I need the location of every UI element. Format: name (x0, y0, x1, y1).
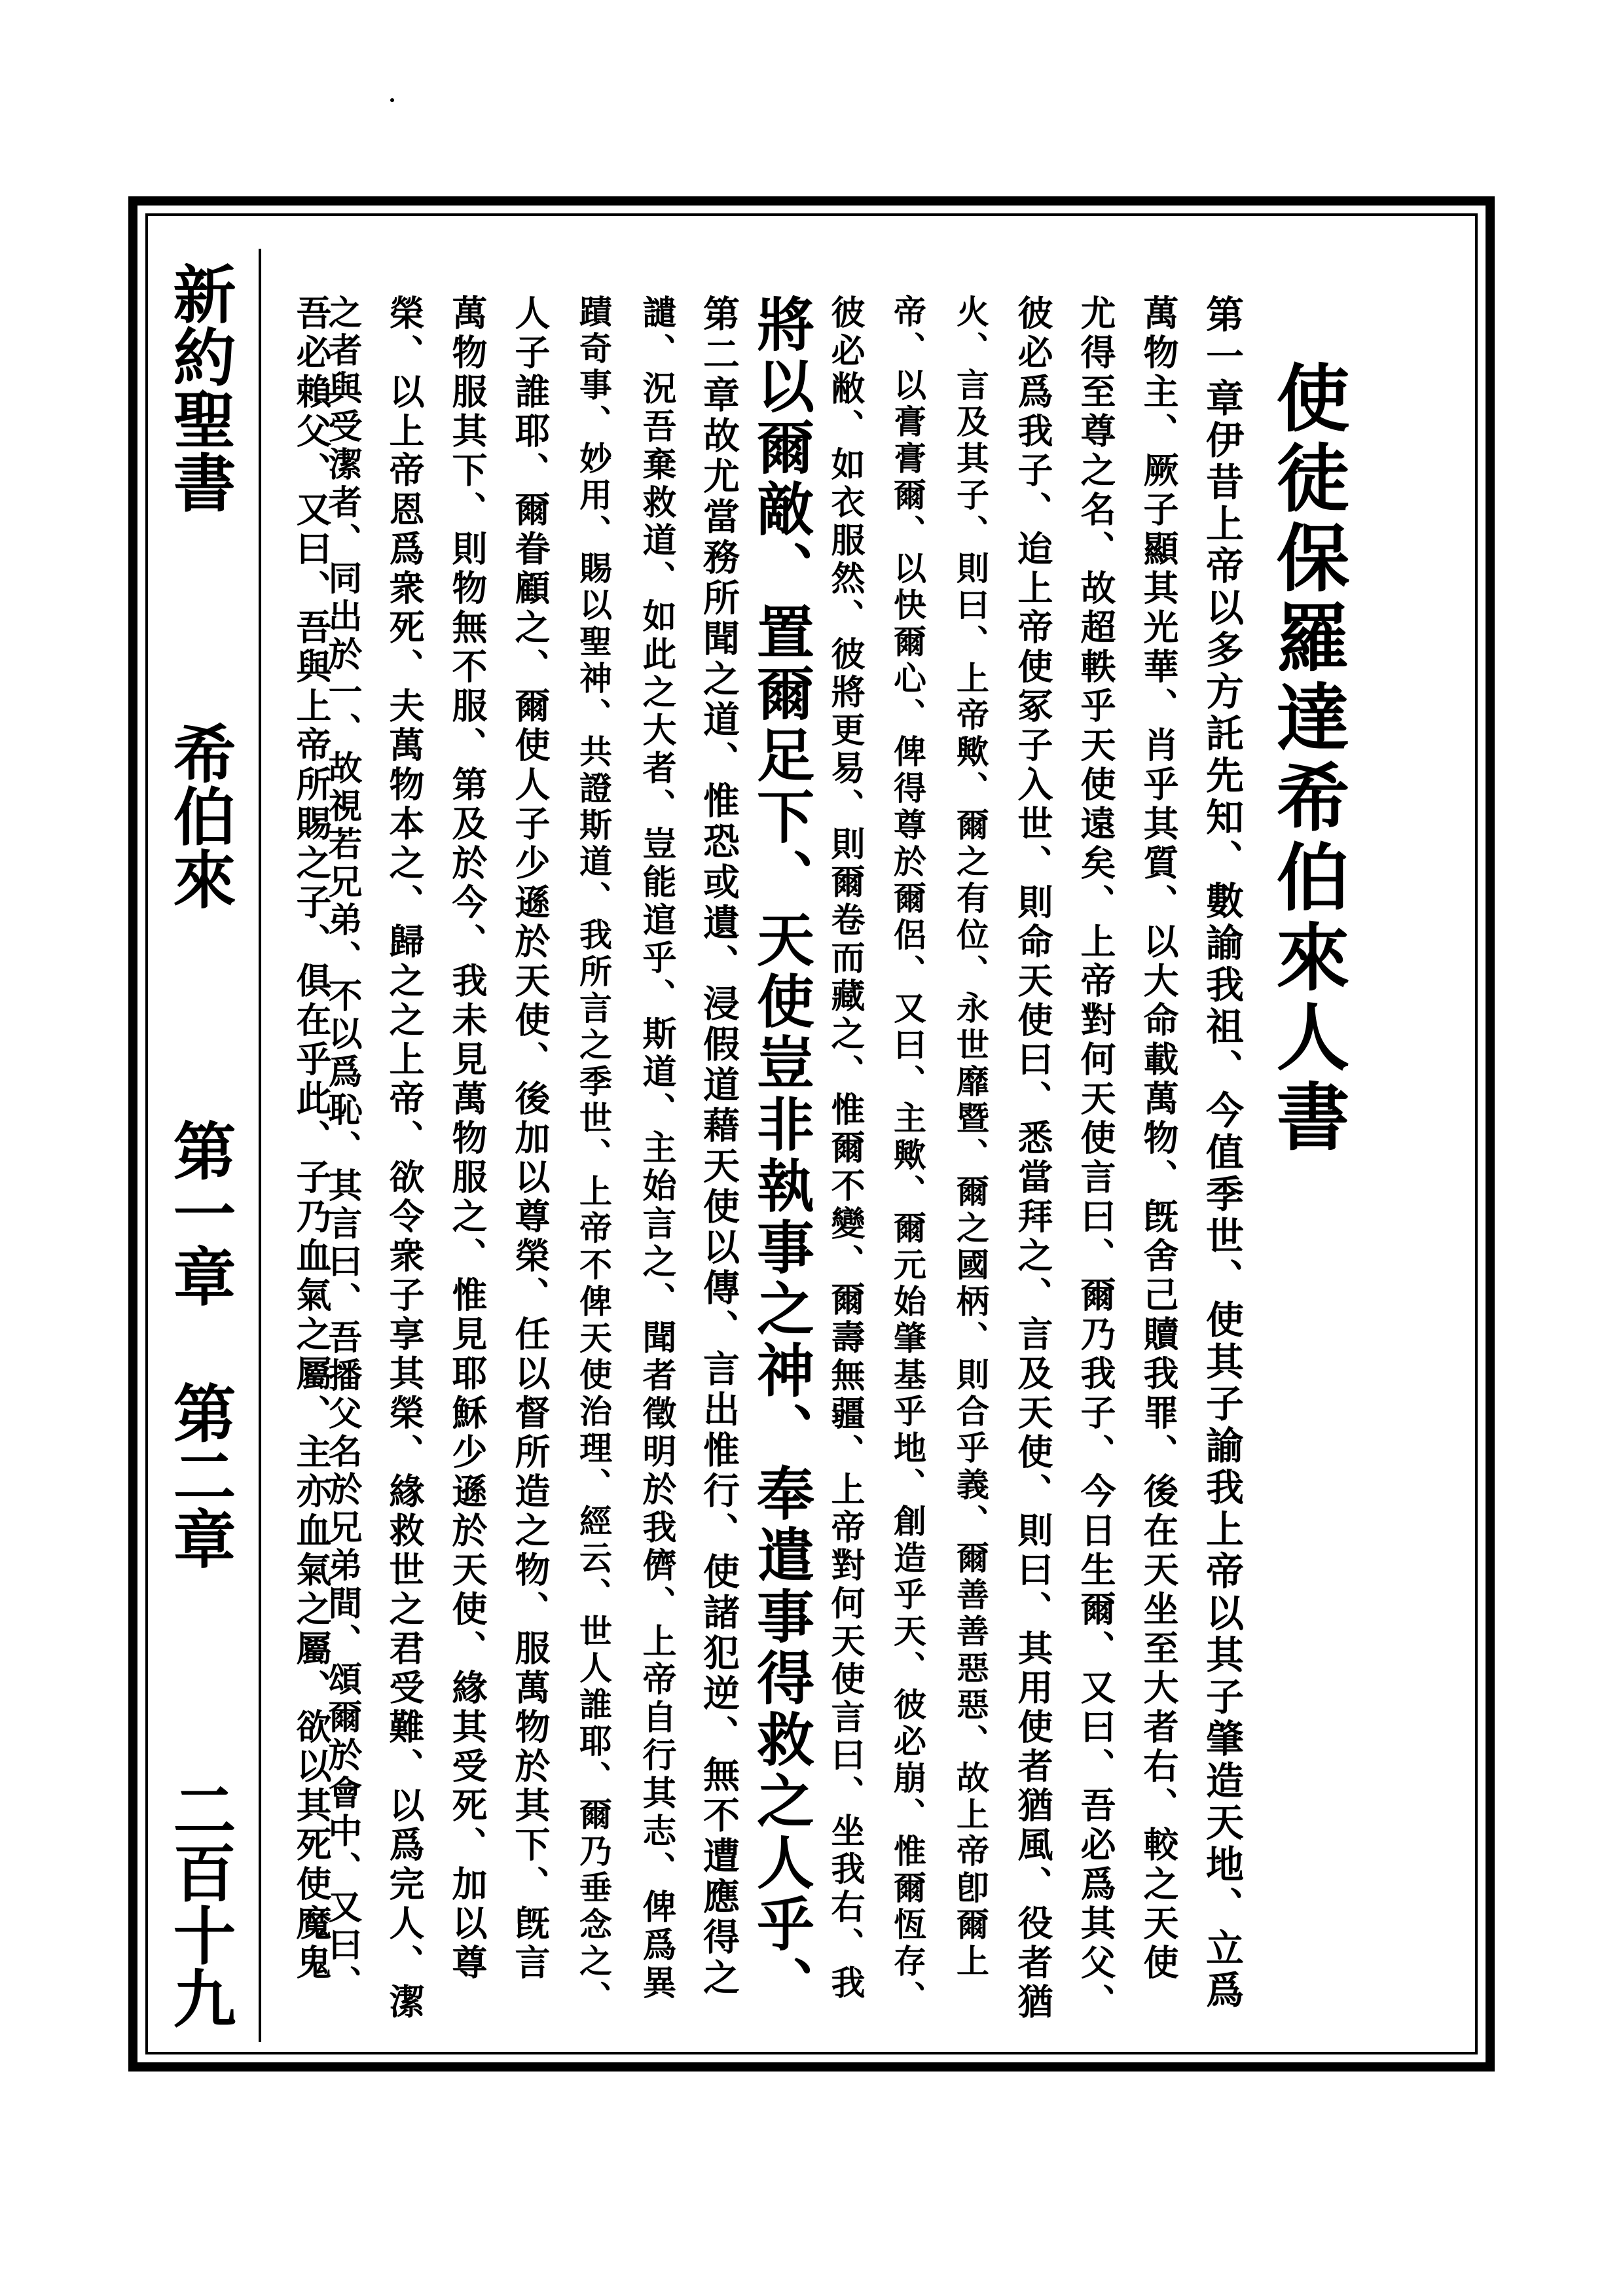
text-column-6: 帝、以膏膏爾、以快爾心、俾得尊於爾侶、又曰、主歟、爾元始肇基乎地、創造乎天、彼必崩、惟爾恆存、 (888, 295, 927, 2017)
page-margin-header (164, 262, 236, 2029)
text-column-5: 火、言及其子、則曰、上帝歟、爾之有位、永世靡暨、爾之國柄、則合乎義、爾善善惡惡、故上帝卽爾上 (951, 295, 990, 1981)
text-column-15: 之者與受潔者、同出於一、故視若兄弟、不以爲恥、其言曰、吾播父名於兄弟間、頌爾於會中、又曰、 (322, 295, 362, 2003)
text-column-2: 萬物主、厥子顯其光華、肖乎其質、以大命載萬物、旣舍己贖我罪、後在天坐至大者右、較之天使 (1138, 295, 1180, 1983)
chapter-range: 第一章 第二章 (163, 1118, 237, 1570)
text-column-1: 第一章伊昔上帝以多方託先知、數諭我祖、今值季世、使其子諭我上帝以其子肇造天地、立爲 (1199, 295, 1244, 2012)
text-column-7: 彼必敝、如衣服然、彼將更易、則爾卷而藏之、惟爾不變、爾壽無疆、上帝對何天使言曰、坐我右、我 (825, 295, 865, 2003)
epistle-name: 希伯來 (163, 721, 237, 910)
page-number: 二百十九 (163, 1777, 237, 2029)
text-column-3: 尤得至尊之名、故超軼乎天使遠矣、上帝對何天使言曰、爾乃我子、今日生爾、又曰、吾必爲其父、 (1075, 295, 1117, 2022)
text-column-8: 將以爾敵、置爾足下、天使豈非執事之神、奉遣事得救之人乎、 (748, 295, 816, 2017)
text-column-11: 蹟奇事、妙用、賜以聖神、共證斯道、我所言之季世、上帝不俾天使治理、經云、世人誰耶、爾乃垂念之、 (574, 295, 613, 2017)
page-title: 使徒保羅達希伯來人書 (1264, 360, 1350, 1158)
text-column-10: 譴、況吾棄救道、如此之大者、豈能逭乎、斯道、主始言之、聞者徵明於我儕、上帝自行其志、俾爲異 (636, 295, 676, 2003)
text-column-16: 吾必賴父、又曰、吾與上帝所賜之子、俱在乎此、子乃血氣之屬、主亦血氣之屬、欲以其死使魔鬼 (291, 295, 333, 1983)
text-column-14: 榮、以上帝恩爲衆死、夫萬物本之、歸之之上帝、欲令衆子享其榮、緣救世之君受難、以爲完人、潔 (384, 295, 426, 2022)
margin-divider-rule (259, 249, 261, 2042)
book-title: 新約聖書 (163, 262, 237, 513)
print-speck (390, 98, 394, 102)
text-column-4: 彼必爲我子、迨上帝使冢子入世、則命天使曰、悉當拜之、言及天使、則曰、其用使者猶風、役者猶 (1012, 295, 1054, 2022)
text-column-12: 人子誰耶、爾眷顧之、爾使人子少遜於天使、後加以尊榮、任以督所造之物、服萬物於其下、旣言 (509, 295, 551, 1983)
text-column-13: 萬物服其下、則物無不服、第及於今、我未見萬物服之、惟見耶穌少遜於天使、緣其受死、加以尊 (447, 295, 488, 1983)
text-column-9: 第二章故尤當務所聞之道、惟恐或遺、浸假道藉天使以傳、言出惟行、使諸犯逆、無不遭應得之 (697, 295, 740, 1999)
